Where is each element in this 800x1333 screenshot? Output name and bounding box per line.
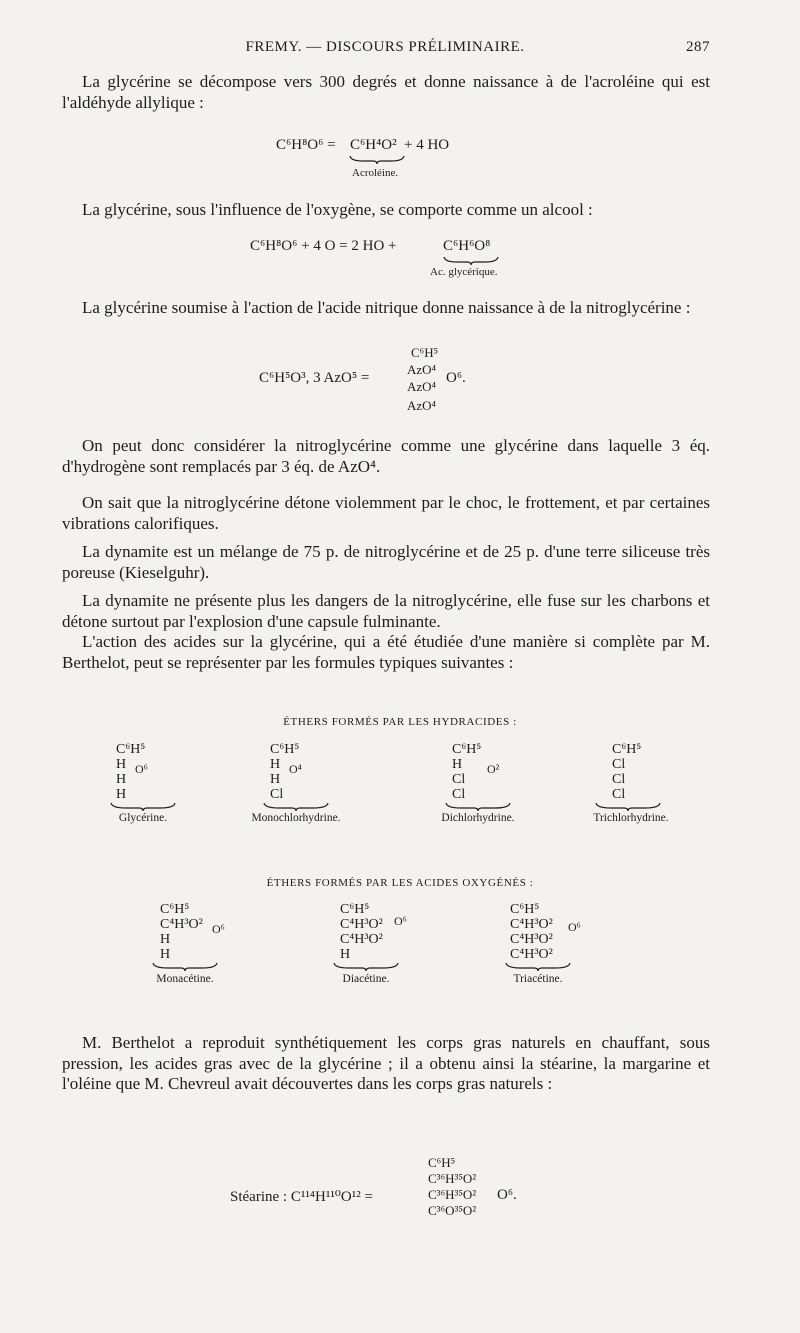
formula-line: H <box>160 932 171 947</box>
eq4-left: Stéarine : C¹¹⁴H¹¹⁰O¹² = <box>230 1189 373 1205</box>
page-number: 287 <box>686 39 710 55</box>
eq2-brace <box>443 256 499 266</box>
brace <box>263 802 329 812</box>
paragraph-nitrique: La glycérine soumise à l'action de l'acide nitrique donne naissance à de la nitroglycérine : <box>82 298 691 317</box>
eq3-oxygen: O⁶. <box>446 370 466 386</box>
formula-line: C⁶H⁵ <box>452 742 482 757</box>
formula-line: C⁶H⁵ <box>160 902 190 917</box>
brace <box>152 962 218 972</box>
paragraph-oxygene: La glycérine, sous l'influence de l'oxygène, se comporte comme un alcool : <box>82 200 593 219</box>
formula-line: C⁴H³O² <box>160 917 203 932</box>
formula-line: Cl <box>452 787 466 802</box>
eq3-left: C⁶H⁵O³, 3 AzO⁵ = <box>259 370 370 386</box>
label-dichlorhydrine: Dichlorhydrine. <box>441 812 515 824</box>
formula-line: C⁴H³O² <box>340 932 383 947</box>
formula-line: H <box>116 757 127 772</box>
formula-line: C³⁶H³⁵O² <box>428 1187 477 1202</box>
formula-line: C³⁶H³⁵O² <box>428 1171 477 1186</box>
formula-line: Cl <box>612 772 626 787</box>
paragraph-considerer: On peut donc considérer la nitroglycérine comme une glycérine dans laquelle 3 éq. d'hydrogène sont remplacés par 3 éq. de AzO⁴. <box>62 436 710 476</box>
formula-line: Cl <box>452 772 466 787</box>
paragraph-dynamite: La dynamite est un mélange de 75 p. de nitroglycérine et de 25 p. d'une terre siliceuse très poreuse (Kieselguhr). <box>62 542 710 582</box>
eq3-azo-1: AzO⁴ <box>407 362 437 377</box>
acide-triacetine <box>510 902 553 962</box>
section-acides-oxygenes-title: ÉTHERS FORMÉS PAR LES ACIDES OXYGÉNÉS : <box>266 877 534 889</box>
running-header <box>60 35 710 65</box>
formula-line: C⁴H³O² <box>510 917 553 932</box>
formula-line: C⁴H³O² <box>510 947 553 962</box>
label-trichlorhydrine: Trichlorhydrine. <box>593 812 669 824</box>
paragraph-detone: On sait que la nitroglycérine détone violemment par le choc, le frottement, et par certaines vibrations calorifiques. <box>62 493 710 533</box>
formula-line: H <box>270 772 281 787</box>
eq1-label: Acroléine. <box>352 167 399 179</box>
formula-line: C⁶H⁵ <box>116 742 146 757</box>
paragraph-berthelot-acides: L'action des acides sur la glycérine, qui a été étudiée d'une manière si complète par M. Berthelot, peut se représenter par les formules typiques suivantes : <box>62 632 710 672</box>
oxygen-term: O⁶ <box>212 922 225 936</box>
section-hydracides-title: ÉTHERS FORMÉS PAR LES HYDRACIDES : <box>283 716 517 728</box>
formula-line: C⁶H⁵ <box>612 742 642 757</box>
eq2-product: C⁶H⁶O⁸ <box>443 238 491 254</box>
formula-line: C⁶H⁵ <box>510 902 540 917</box>
oxygen-term: O² <box>487 762 500 776</box>
formula-line: H <box>116 787 127 802</box>
formula-line: Cl <box>612 787 626 802</box>
formula-line: C⁴H³O² <box>340 917 383 932</box>
formula-line: C³⁶O³⁵O² <box>428 1203 477 1218</box>
header-title: FREMY. — DISCOURS PRÉLIMINAIRE. <box>245 39 525 55</box>
oxygen-term: O⁶ <box>568 920 581 934</box>
formula-line: H <box>160 947 171 962</box>
eq4-formula-stack <box>428 1155 476 1219</box>
formula-line: C⁴H³O² <box>510 932 553 947</box>
formula-line: Cl <box>270 787 284 802</box>
paragraph-acroleine: La glycérine se décompose vers 300 degrés et donne naissance à de l'acroléine qui est l'aldéhyde allylique : <box>62 72 710 112</box>
eq1-product: C⁶H⁴O² <box>350 137 397 153</box>
label-diacetine: Diacétine. <box>342 973 390 985</box>
acide-diacetine <box>340 902 383 962</box>
eq1-brace <box>349 155 405 165</box>
eq2-label: Ac. glycérique. <box>430 266 498 278</box>
eq3-azo-3: AzO⁴ <box>407 398 437 413</box>
brace <box>595 802 661 812</box>
formula-line: H <box>270 757 281 772</box>
label-triacetine: Triacétine. <box>513 973 563 985</box>
eq4-oxygen: O⁶. <box>497 1187 517 1203</box>
label-monacetine: Monacétine. <box>156 973 214 985</box>
label-glycerine: Glycérine. <box>118 812 168 824</box>
brace <box>505 962 571 972</box>
eq2-left: C⁶H⁸O⁶ + 4 O = 2 HO + <box>250 238 397 254</box>
brace <box>110 802 176 812</box>
hydracide-dichlorhydrine <box>452 742 481 802</box>
formula-line: H <box>340 947 351 962</box>
paragraph-dynamite-dangers: La dynamite ne présente plus les dangers de la nitroglycérine, elle fuse sur les charbons et détone surtout par l'explosion d'une capsule fulminante. <box>62 591 710 631</box>
formula-line: Cl <box>612 757 626 772</box>
oxygen-term: O⁶ <box>135 762 148 776</box>
formula-line: C⁶H⁵ <box>270 742 300 757</box>
eq1-left: C⁶H⁸O⁶ = <box>276 137 336 153</box>
formula-line: H <box>116 772 127 787</box>
brace <box>445 802 511 812</box>
label-monochlorhydrine: Monochlorhydrine. <box>251 812 341 824</box>
formula-line: C⁶H⁵ <box>340 902 370 917</box>
paragraph-corps-gras: M. Berthelot a reproduit synthétiquement les corps gras naturels en chauffant, sous pression, les acides gras avec de la glycérine ; il a obtenu ainsi la stéarine, la margarine et l'oléine que M. Chevreul avait découvertes dans les corps gras naturels : <box>62 1033 710 1093</box>
eq1-rest: + 4 HO <box>404 137 450 153</box>
brace <box>333 962 399 972</box>
formula-line: C⁶H⁵ <box>428 1155 456 1170</box>
oxygen-term: O⁶ <box>394 914 407 928</box>
formula-line: H <box>452 757 463 772</box>
eq3-top: C⁶H⁵ <box>411 345 439 360</box>
hydracide-trichlorhydrine <box>612 742 641 802</box>
oxygen-term: O⁴ <box>289 762 302 776</box>
eq3-azo-2: AzO⁴ <box>407 379 437 394</box>
acide-monacetine <box>160 902 203 962</box>
